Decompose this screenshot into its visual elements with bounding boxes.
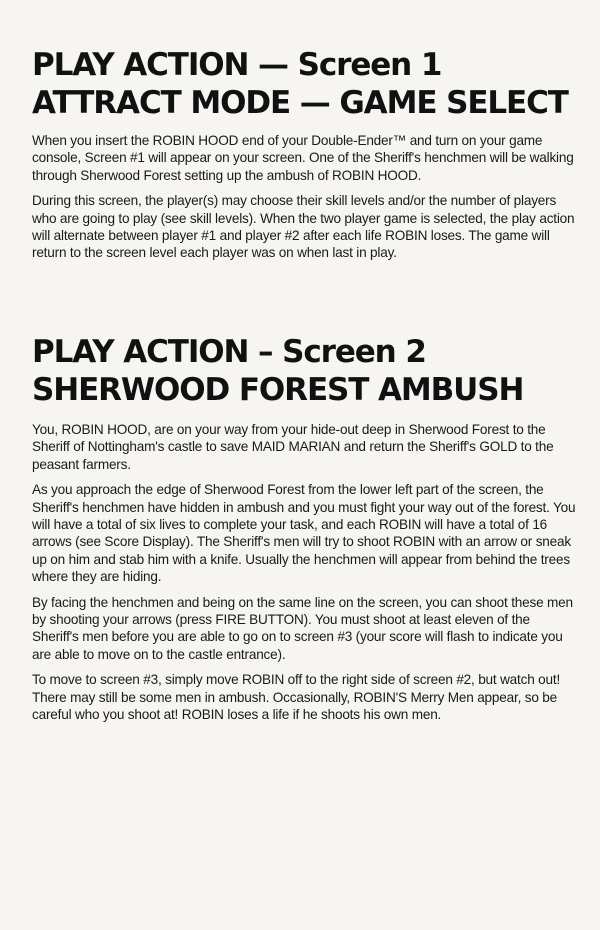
section-1-title: PLAY ACTION — Screen 1 [32,47,442,83]
section-1-heading [32,46,580,122]
section-2-paragraph-1: You, ROBIN HOOD, are on your way from your hide-out deep in Sherwood Forest to the Sheriff of Nottingham's castle to save MAID MARIAN and return the Sheriff's GOLD to the peasant farmers. [32,422,554,472]
section-2-paragraph-4: To move to screen #3, simply move ROBIN off to the right side of screen #2, but watch out! There may still be some men in ambush. Occasionally, ROBIN'S Merry Men appear, so be careful who you shoot at! ROBIN loses a life if he shoots his own men. [32,672,561,723]
section-1-subtitle: ATTRACT MODE — GAME SELECT [32,85,568,121]
section-2-title: PLAY ACTION – Screen 2 [32,334,426,370]
section-screen-2 [32,333,580,732]
section-2-paragraph-3: By facing the henchmen and being on the same line on the screen, you can shoot these men by shooting your arrows (press FIRE BUTTON). You must shoot at least eleven of the Sheriff's men before you are able to go on to screen #3 (your score will flash to indicate you are able to move on to the castle entrance). [32,594,573,662]
section-2-subtitle: SHERWOOD FOREST AMBUSH [32,372,524,408]
section-1-paragraph-1: When you insert the ROBIN HOOD end of your Double-Ender™ and turn on your game console, Screen #1 will appear on your screen. One of the Sheriff's henchmen will be walking through Sherwood Forest setting up the ambush of ROBIN HOOD. [32,133,574,183]
section-2-heading [32,333,580,409]
section-screen-1 [32,46,580,270]
section-1-paragraph-2: During this screen, the player(s) may choose their skill levels and/or the number of players who are going to play (see skill levels). When the two player game is selected, the play action will alternate between player #1 and player #2 after each life ROBIN loses. The game will return to the screen level each player was on when last in play. [32,193,575,261]
section-2-paragraph-2: As you approach the edge of Sherwood Forest from the lower left part of the screen, the Sheriff's henchmen have hidden in ambush and you must fight your way out of the forest. You will have a total of six lives to complete your task, and each ROBIN will have a total of 16 arrows (see Score Display). The Sheriff's men will try to shoot ROBIN with an arrow or sneak up on him and stab him with a knife. Usually the henchmen will appear from behind the trees where they are hiding. [32,482,576,585]
